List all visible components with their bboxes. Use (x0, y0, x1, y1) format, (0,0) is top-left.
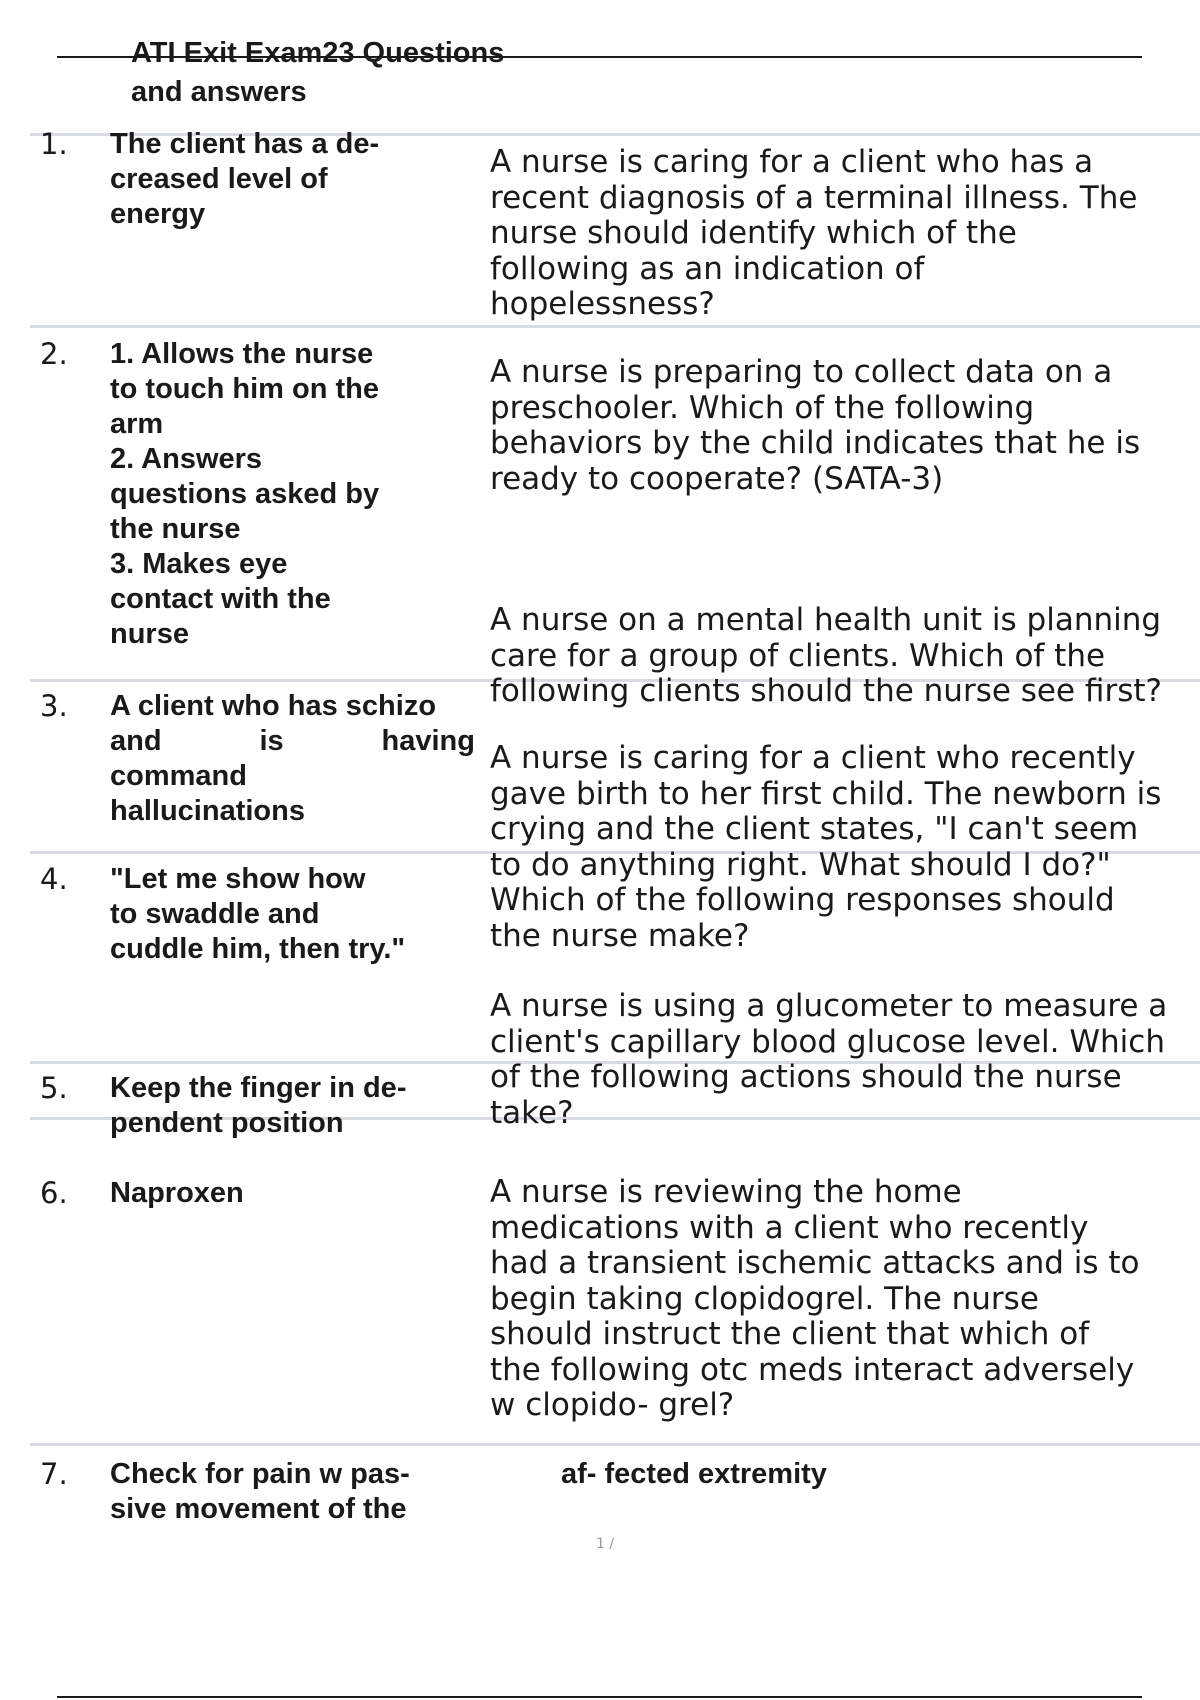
page-number: 1 / (596, 1536, 615, 1552)
item-number: 7. (40, 1457, 68, 1491)
answer-continuation: af- fected extremity (561, 1458, 827, 1490)
answer-text: "Let me show how to swaddle and cuddle him, then try." (110, 863, 406, 965)
item-number: 6. (40, 1176, 68, 1210)
row-separator (30, 1443, 1200, 1446)
item-number: 2. (40, 337, 68, 371)
item-number: 4. (40, 862, 68, 896)
answer-text: A client who has schizo and is having command hallucinations (110, 690, 475, 827)
question-text: A nurse is using a glucometer to measure a client's capillary blood glucose level. Which of the following actions should the nurse take? (490, 988, 1168, 1131)
answer-text: Check for pain w pas- sive movement of the (110, 1458, 410, 1525)
answer-text: 1. Allows the nurse to touch him on the arm 2. Answers questions asked by the nurse 3. Makes eye contact with the nurse (110, 338, 380, 650)
question-text: A nurse is reviewing the home medications with a client who recently had a transient ischemic attacks and is to begin taking clopidogrel. The nurse should instruct the client that which of the following otc meds interact adversely w clopido- grel? (490, 1174, 1140, 1423)
title-line-1: ATI Exit Exam23 Questions (131, 37, 505, 69)
answer-text: The client has a de- creased level of energy (110, 128, 380, 230)
answer-text: Naproxen (110, 1177, 244, 1209)
item-number: 5. (40, 1071, 68, 1105)
row-separator (30, 325, 1200, 328)
question-text: A nurse is caring for a client who has a recent diagnosis of a terminal illness. The nurse should identify which of the following as an indication of hopelessness? (490, 144, 1138, 322)
item-number: 3. (40, 689, 68, 723)
footer-rule (57, 1696, 1142, 1698)
question-text: A nurse on a mental health unit is planning care for a group of clients. Which of the following clients should the nurse see first? (490, 602, 1162, 709)
item-number: 1. (40, 127, 68, 161)
question-text: A nurse is caring for a client who recently gave birth to her first child. The newborn is crying and the client states, "I can't seem to do anything right. What should I do?" Which of the following responses should the nurse make? (490, 740, 1162, 954)
answer-text: Keep the finger in de- pendent position (110, 1072, 407, 1139)
title-line-2: and answers (131, 76, 307, 108)
document-title (131, 34, 691, 112)
question-text: A nurse is preparing to collect data on a preschooler. Which of the following behaviors by the child indicates that he is ready to cooperate? (SATA-3) (490, 354, 1141, 497)
